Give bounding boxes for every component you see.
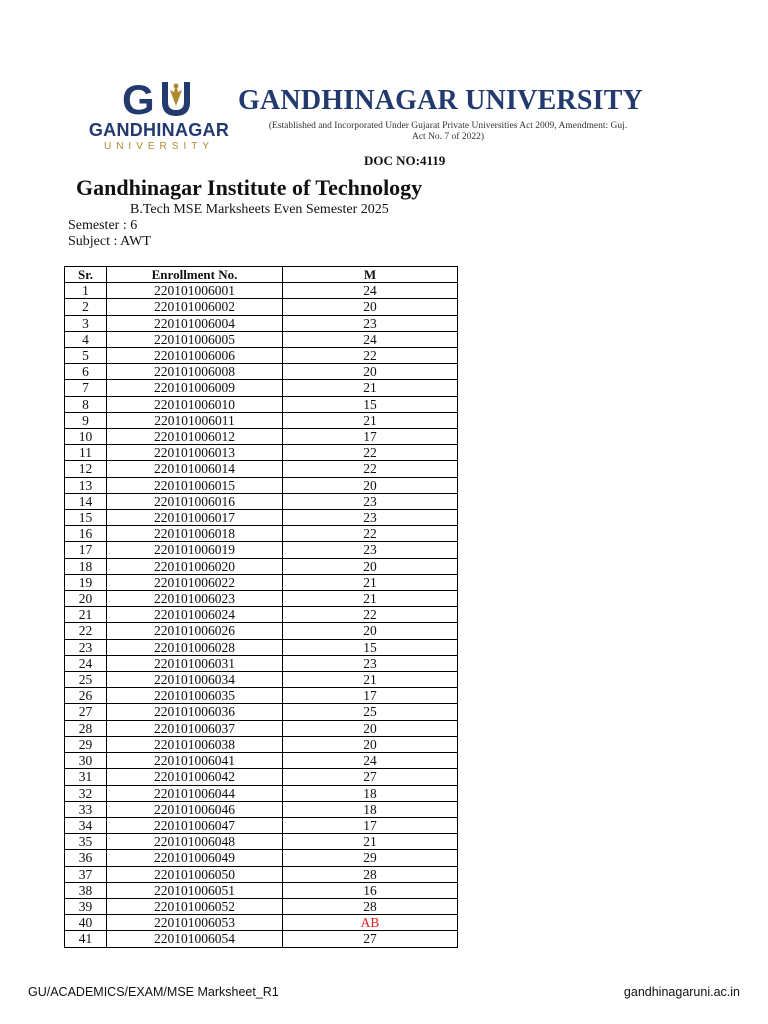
logo-name: GANDHINAGAR [88,120,230,140]
cell-enrollment: 220101006013 [107,445,283,461]
cell-enrollment: 220101006009 [107,380,283,396]
cell-sr: 4 [65,331,107,347]
cell-enrollment: 220101006002 [107,299,283,315]
cell-marks: 23 [283,510,458,526]
cell-enrollment: 220101006051 [107,882,283,898]
cell-marks: 27 [283,931,458,947]
cell-enrollment: 220101006050 [107,866,283,882]
cell-sr: 10 [65,429,107,445]
table-row [65,834,458,850]
cell-marks: 29 [283,850,458,866]
table-row [65,493,458,509]
cell-sr: 33 [65,801,107,817]
table-row [65,623,458,639]
cell-marks: 17 [283,817,458,833]
cell-sr: 13 [65,477,107,493]
cell-sr: 30 [65,753,107,769]
cell-enrollment: 220101006019 [107,542,283,558]
cell-enrollment: 220101006011 [107,412,283,428]
cell-marks: 15 [283,639,458,655]
table-row [65,769,458,785]
cell-marks: 24 [283,283,458,299]
cell-sr: 9 [65,412,107,428]
table-row [65,558,458,574]
cell-marks: 27 [283,769,458,785]
cell-marks: 18 [283,785,458,801]
established-line-2: Act No. 7 of 2022) [411,132,485,142]
cell-marks: 23 [283,542,458,558]
cell-enrollment: 220101006010 [107,396,283,412]
cell-sr: 1 [65,283,107,299]
table-row [65,720,458,736]
cell-sr: 25 [65,672,107,688]
table-row [65,526,458,542]
cell-sr: 26 [65,688,107,704]
cell-enrollment: 220101006036 [107,704,283,720]
institute-title: Gandhinagar Institute of Technology [76,175,423,200]
cell-marks: 22 [283,607,458,623]
cell-sr: 38 [65,882,107,898]
cell-enrollment: 220101006006 [107,348,283,364]
university-logo [78,76,240,158]
cell-sr: 37 [65,866,107,882]
table-row [65,655,458,671]
cell-enrollment: 220101006047 [107,817,283,833]
footer-document-code: GU/ACADEMICS/EXAM/MSE Marksheet_R1 [28,985,279,999]
cell-enrollment: 220101006024 [107,607,283,623]
cell-sr: 40 [65,915,107,931]
cell-marks: 16 [283,882,458,898]
cell-sr: 36 [65,850,107,866]
cell-enrollment: 220101006035 [107,688,283,704]
cell-sr: 28 [65,720,107,736]
table-header-row [65,267,458,283]
table-row [65,639,458,655]
cell-enrollment: 220101006049 [107,850,283,866]
table-row [65,574,458,590]
cell-marks: 28 [283,898,458,914]
cell-sr: 39 [65,898,107,914]
cell-sr: 29 [65,736,107,752]
cell-marks: 23 [283,493,458,509]
cell-sr: 14 [65,493,107,509]
cell-marks: 22 [283,445,458,461]
cell-sr: 32 [65,785,107,801]
table-row [65,850,458,866]
cell-sr: 2 [65,299,107,315]
cell-enrollment: 220101006046 [107,801,283,817]
cell-enrollment: 220101006037 [107,720,283,736]
cell-marks: 15 [283,396,458,412]
cell-enrollment: 220101006008 [107,364,283,380]
cell-marks: 20 [283,720,458,736]
table-row [65,753,458,769]
table-row [65,445,458,461]
cell-sr: 3 [65,315,107,331]
table-row [65,429,458,445]
table-row [65,672,458,688]
marks-table-body [65,283,458,947]
cell-marks: 22 [283,348,458,364]
marksheet-subtitle: B.Tech MSE Marksheets Even Semester 2025 [130,202,389,217]
table-row [65,607,458,623]
cell-marks: 25 [283,704,458,720]
cell-enrollment: 220101006034 [107,672,283,688]
cell-sr: 24 [65,655,107,671]
cell-marks: 20 [283,364,458,380]
cell-marks: 24 [283,753,458,769]
cell-enrollment: 220101006016 [107,493,283,509]
cell-enrollment: 220101006031 [107,655,283,671]
marks-table [64,266,458,948]
cell-enrollment: 220101006014 [107,461,283,477]
established-note [252,121,644,143]
logo-subtitle: UNIVERSITY [103,141,214,152]
table-row [65,817,458,833]
cell-sr: 23 [65,639,107,655]
table-row [65,898,458,914]
column-header-marks: M [283,267,458,283]
cell-sr: 31 [65,769,107,785]
table-row [65,931,458,947]
cell-sr: 11 [65,445,107,461]
column-header-enrollment: Enrollment No. [107,267,283,283]
cell-enrollment: 220101006028 [107,639,283,655]
table-row [65,461,458,477]
table-row [65,882,458,898]
table-row [65,412,458,428]
table-row [65,299,458,315]
cell-sr: 5 [65,348,107,364]
table-row [65,688,458,704]
table-row [65,542,458,558]
cell-marks: 20 [283,736,458,752]
cell-enrollment: 220101006042 [107,769,283,785]
table-row [65,477,458,493]
table-row [65,591,458,607]
cell-sr: 41 [65,931,107,947]
cell-enrollment: 220101006041 [107,753,283,769]
cell-sr: 8 [65,396,107,412]
cell-enrollment: 220101006026 [107,623,283,639]
cell-sr: 17 [65,542,107,558]
cell-marks: 24 [283,331,458,347]
table-row [65,283,458,299]
column-header-sr: Sr. [65,267,107,283]
cell-marks: 21 [283,380,458,396]
cell-marks: 21 [283,591,458,607]
cell-enrollment: 220101006038 [107,736,283,752]
table-row [65,380,458,396]
cell-sr: 6 [65,364,107,380]
cell-marks: 21 [283,672,458,688]
cell-enrollment: 220101006023 [107,591,283,607]
cell-marks: 22 [283,526,458,542]
cell-sr: 19 [65,574,107,590]
table-row [65,704,458,720]
cell-enrollment: 220101006004 [107,315,283,331]
gu-emblem-icon [122,76,196,120]
cell-marks: AB [283,915,458,931]
cell-sr: 16 [65,526,107,542]
cell-enrollment: 220101006005 [107,331,283,347]
table-row [65,331,458,347]
established-line-1: (Established and Incorporated Under Gujarat Private Universities Act 2009, Amendment: Guj. [268,121,628,131]
svg-text:G: G [122,76,155,120]
footer-website: gandhinagaruni.ac.in [623,985,740,999]
table-row [65,510,458,526]
cell-sr: 22 [65,623,107,639]
cell-sr: 35 [65,834,107,850]
cell-marks: 20 [283,623,458,639]
cell-marks: 22 [283,461,458,477]
table-row [65,348,458,364]
cell-enrollment: 220101006053 [107,915,283,931]
table-row [65,315,458,331]
cell-sr: 12 [65,461,107,477]
table-row [65,866,458,882]
cell-marks: 23 [283,655,458,671]
cell-marks: 21 [283,574,458,590]
university-name: GANDHINAGAR UNIVERSITY [238,85,643,116]
table-row [65,396,458,412]
cell-sr: 34 [65,817,107,833]
cell-enrollment: 220101006052 [107,898,283,914]
cell-enrollment: 220101006022 [107,574,283,590]
cell-marks: 17 [283,688,458,704]
cell-sr: 15 [65,510,107,526]
cell-sr: 27 [65,704,107,720]
semester-label: Semester : 6 [68,218,138,233]
table-row [65,801,458,817]
cell-marks: 23 [283,315,458,331]
cell-marks: 21 [283,412,458,428]
table-row [65,736,458,752]
cell-marks: 17 [283,429,458,445]
cell-sr: 20 [65,591,107,607]
cell-enrollment: 220101006015 [107,477,283,493]
cell-enrollment: 220101006020 [107,558,283,574]
cell-sr: 21 [65,607,107,623]
cell-enrollment: 220101006044 [107,785,283,801]
cell-enrollment: 220101006012 [107,429,283,445]
cell-enrollment: 220101006048 [107,834,283,850]
cell-enrollment: 220101006001 [107,283,283,299]
cell-marks: 20 [283,299,458,315]
cell-sr: 18 [65,558,107,574]
table-row [65,915,458,931]
cell-marks: 20 [283,477,458,493]
doc-number: DOC NO:4119 [364,153,446,168]
table-row [65,785,458,801]
cell-enrollment: 220101006017 [107,510,283,526]
table-row [65,364,458,380]
cell-marks: 18 [283,801,458,817]
cell-marks: 21 [283,834,458,850]
cell-enrollment: 220101006018 [107,526,283,542]
cell-sr: 7 [65,380,107,396]
cell-enrollment: 220101006054 [107,931,283,947]
cell-marks: 20 [283,558,458,574]
subject-label: Subject : AWT [68,234,151,249]
cell-marks: 28 [283,866,458,882]
